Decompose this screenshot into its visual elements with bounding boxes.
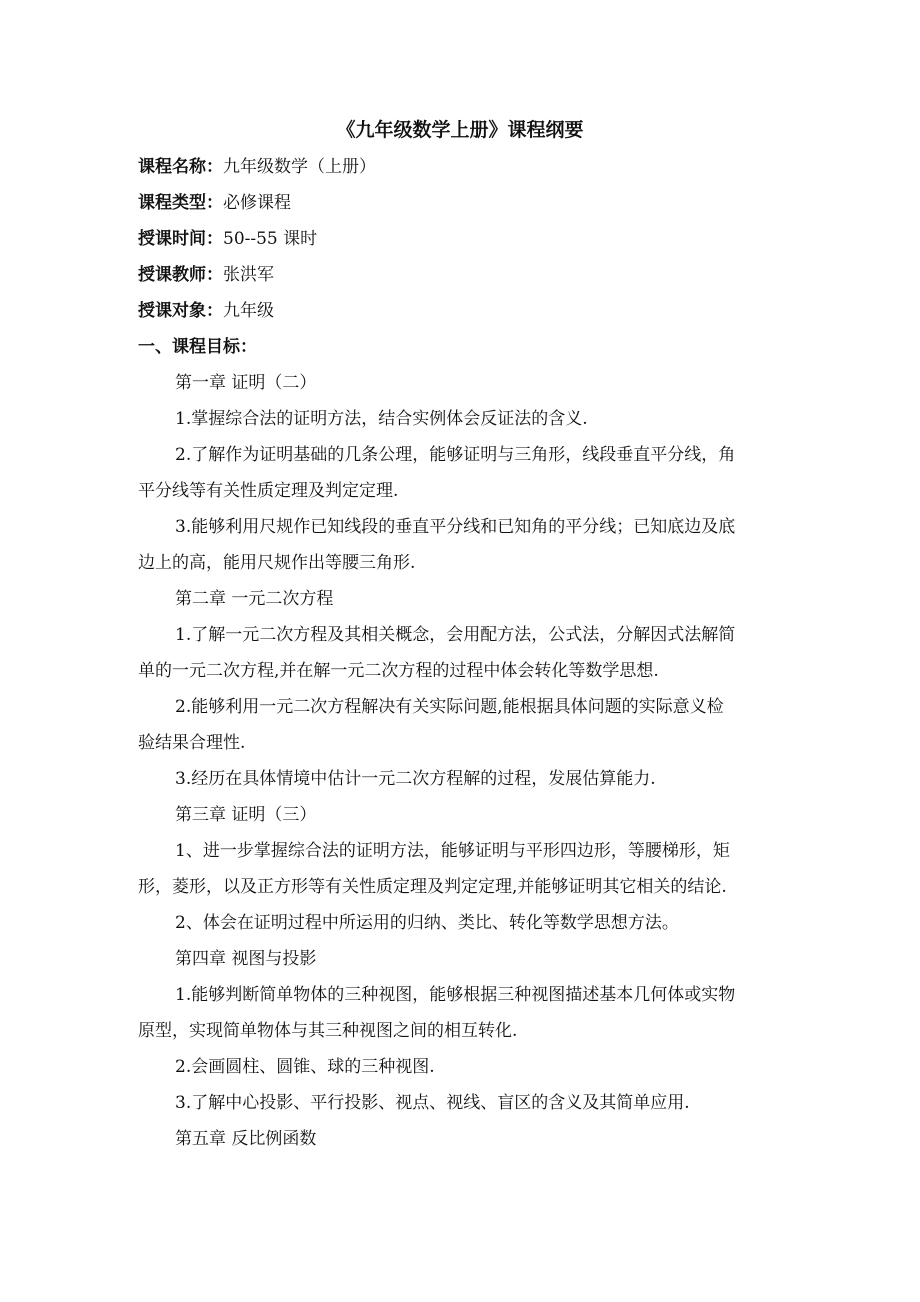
paragraph-line: 2.会画圆柱、圆锥、球的三种视图. <box>175 1057 435 1077</box>
meta-value: 必修课程 <box>223 193 291 213</box>
paragraph-line: 1.能够判断简单物体的三种视图，能够根据三种视图描述基本几何体或实物 <box>175 985 736 1005</box>
meta-label: 课程名称： <box>138 157 223 177</box>
meta-label: 授课时间： <box>138 229 223 249</box>
paragraph-line: 3.经历在具体情境中估计一元二次方程解的过程，发展估算能力. <box>175 769 656 789</box>
chapter-heading: 第四章 视图与投影 <box>175 949 317 969</box>
meta-value: 张洪军 <box>223 265 274 285</box>
document-title: 《九年级数学上册》课程纲要 <box>336 119 584 141</box>
paragraph-line: 2.能够利用一元二次方程解决有关实际问题,能根据具体问题的实际意义检 <box>175 697 724 717</box>
paragraph-line: 边上的高，能用尺规作出等腰三角形. <box>138 553 416 573</box>
meta-label: 授课对象： <box>138 301 223 321</box>
meta-label: 授课教师： <box>138 265 223 285</box>
section-heading-goals: 一、课程目标： <box>138 337 257 357</box>
chapter-heading: 第三章 证明（三） <box>175 805 317 825</box>
meta-teacher <box>138 262 274 288</box>
chapter-heading: 第五章 反比例函数 <box>175 1129 317 1149</box>
meta-teaching-time <box>138 226 317 252</box>
paragraph-line: 2、体会在证明过程中所运用的归纳、类比、转化等数学思想方法。 <box>175 913 679 933</box>
paragraph-line: 平分线等有关性质定理及判定定理. <box>138 481 399 501</box>
paragraph-line: 1、进一步掌握综合法的证明方法，能够证明与平形四边形，等腰梯形，矩 <box>175 841 730 861</box>
paragraph-line: 形，菱形，以及正方形等有关性质定理及判定定理,并能够证明其它相关的结论. <box>138 877 727 897</box>
paragraph-line: 原型，实现简单物体与其三种视图之间的相互转化. <box>138 1021 518 1041</box>
meta-value: 九年级 <box>223 301 274 321</box>
paragraph-line: 3.能够利用尺规作已知线段的垂直平分线和已知角的平分线；已知底边及底 <box>175 517 736 537</box>
meta-course-type <box>138 190 291 216</box>
meta-value: 九年级数学（上册） <box>223 157 376 177</box>
meta-course-name <box>138 154 376 180</box>
meta-value: 50--55 课时 <box>223 229 318 249</box>
meta-audience <box>138 298 274 324</box>
chapter-heading: 第二章 一元二次方程 <box>175 589 334 609</box>
paragraph-line: 1.掌握综合法的证明方法，结合实例体会反证法的含义. <box>175 409 588 429</box>
paragraph-line: 单的一元二次方程,并在解一元二次方程的过程中体会转化等数学思想. <box>138 661 659 681</box>
chapter-heading: 第一章 证明（二） <box>175 373 317 393</box>
meta-label: 课程类型： <box>138 193 223 213</box>
paragraph-line: 3.了解中心投影、平行投影、视点、视线、盲区的含义及其简单应用. <box>175 1093 690 1113</box>
paragraph-line: 2.了解作为证明基础的几条公理，能够证明与三角形，线段垂直平分线，角 <box>175 445 736 465</box>
paragraph-line: 验结果合理性. <box>138 733 246 753</box>
paragraph-line: 1.了解一元二次方程及其相关概念，会用配方法，公式法，分解因式法解简 <box>175 625 736 645</box>
